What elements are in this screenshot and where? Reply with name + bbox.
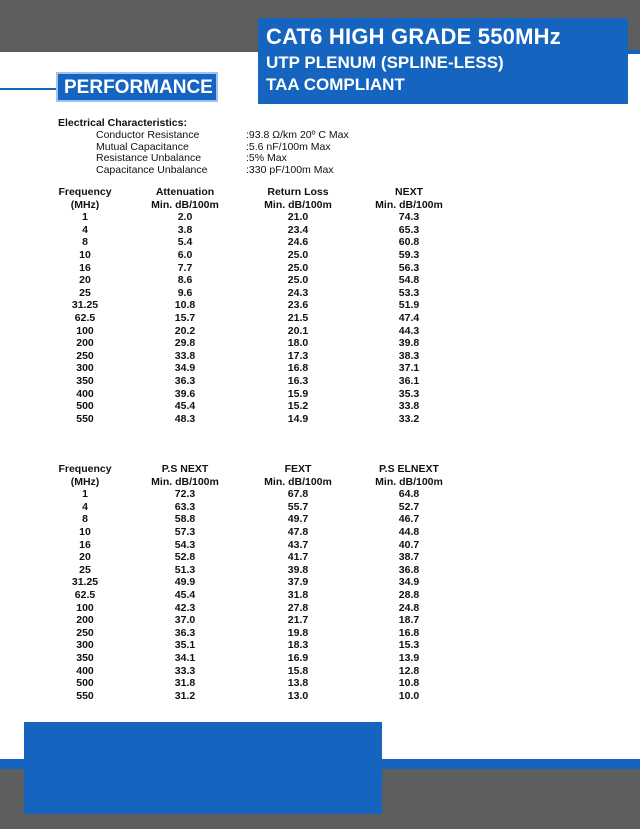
table-row — [40, 400, 600, 413]
frequency-cell: 500 — [76, 677, 94, 690]
electrical-label: Conductor Resistance — [96, 129, 200, 141]
electrical-value: :5% Max — [246, 152, 287, 164]
value-cell: 10.8 — [398, 677, 420, 690]
value-cell: 8.6 — [177, 274, 193, 287]
value-cell: 74.3 — [398, 211, 420, 224]
frequency-cell: 1 — [82, 488, 88, 501]
frequency-cell: 20 — [79, 274, 91, 287]
value-cell: 36.8 — [398, 563, 420, 576]
table-row — [40, 413, 600, 426]
value-cell: 31.2 — [174, 689, 196, 702]
value-cell: 72.3 — [174, 488, 196, 501]
table-row — [40, 639, 600, 652]
value-cell: 36.1 — [398, 374, 420, 387]
column-header: Attenuation — [155, 186, 215, 198]
product-subtitle: UTP PLENUM (SPLINE-LESS) — [266, 53, 504, 72]
column-unit: Min. dB/100m — [264, 475, 332, 488]
value-cell: 12.8 — [398, 664, 420, 677]
value-cell: 52.7 — [398, 500, 420, 513]
electrical-row — [58, 140, 331, 153]
section-rule — [0, 88, 60, 90]
value-cell: 27.8 — [287, 601, 309, 614]
table-row — [40, 551, 600, 564]
column-header: P.S ELNEXT — [379, 463, 439, 475]
frequency-cell: 300 — [76, 639, 94, 652]
column-header: Return Loss — [267, 186, 329, 198]
frequency-cell: 25 — [79, 563, 91, 576]
table-row — [40, 287, 600, 300]
value-cell: 13.0 — [287, 689, 309, 702]
table-row — [40, 249, 600, 262]
value-cell: 38.7 — [398, 551, 420, 564]
frequency-cell: 31.25 — [71, 576, 99, 589]
frequency-cell: 250 — [76, 349, 94, 362]
table-row — [40, 526, 600, 539]
frequency-cell: 16 — [79, 538, 91, 551]
value-cell: 47.8 — [287, 525, 309, 538]
table-subheader-row — [40, 476, 600, 489]
value-cell: 33.2 — [398, 412, 420, 425]
electrical-characteristics — [58, 117, 349, 176]
electrical-label: Resistance Unbalance — [96, 152, 202, 164]
value-cell: 44.3 — [398, 324, 420, 337]
table-row — [40, 539, 600, 552]
value-cell: 28.8 — [398, 588, 420, 601]
product-title: CAT6 HIGH GRADE 550MHz — [266, 24, 561, 49]
column-header: FEXT — [284, 463, 312, 475]
value-cell: 41.7 — [287, 551, 309, 564]
frequency-cell: 4 — [82, 500, 88, 513]
table-row — [40, 576, 600, 589]
section-heading: PERFORMANCE — [64, 77, 213, 98]
value-cell: 24.8 — [398, 601, 420, 614]
value-cell: 14.9 — [287, 412, 309, 425]
value-cell: 33.3 — [174, 664, 196, 677]
value-cell: 16.8 — [398, 626, 420, 639]
value-cell: 13.9 — [398, 651, 420, 664]
value-cell: 59.3 — [398, 248, 420, 261]
value-cell: 9.6 — [177, 286, 193, 299]
table-row — [40, 362, 600, 375]
value-cell: 23.6 — [287, 299, 309, 312]
value-cell: 15.2 — [287, 400, 309, 413]
value-cell: 51.9 — [398, 299, 420, 312]
value-cell: 21.5 — [287, 311, 309, 324]
value-cell: 15.3 — [398, 639, 420, 652]
frequency-cell: 100 — [76, 324, 94, 337]
frequency-cell: 550 — [76, 412, 94, 425]
value-cell: 7.7 — [177, 261, 193, 274]
value-cell: 46.7 — [398, 513, 420, 526]
value-cell: 39.8 — [398, 337, 420, 350]
frequency-cell: 500 — [76, 400, 94, 413]
value-cell: 47.4 — [398, 311, 420, 324]
table-row — [40, 262, 600, 275]
column-header: Frequency — [58, 186, 112, 198]
value-cell: 21.0 — [287, 211, 309, 224]
electrical-row — [58, 129, 349, 141]
frequency-cell: 31.25 — [71, 299, 99, 312]
value-cell: 13.8 — [287, 677, 309, 690]
electrical-value: :93.8 Ω/km 20º C Max — [246, 129, 349, 141]
value-cell: 25.0 — [287, 274, 309, 287]
value-cell: 52.8 — [174, 551, 196, 564]
table-row — [40, 564, 600, 577]
value-cell: 25.0 — [287, 248, 309, 261]
table-row — [40, 274, 600, 287]
electrical-label: Capacitance Unbalance — [96, 163, 208, 176]
value-cell: 20.2 — [174, 324, 196, 337]
value-cell: 63.3 — [174, 500, 196, 513]
electrical-row — [58, 152, 287, 164]
value-cell: 17.3 — [287, 349, 309, 362]
column-header: P.S NEXT — [161, 463, 209, 475]
table-row — [40, 224, 600, 237]
column-unit: (MHz) — [70, 475, 100, 488]
table-row — [40, 337, 600, 350]
value-cell: 16.3 — [287, 374, 309, 387]
value-cell: 31.8 — [174, 677, 196, 690]
value-cell: 20.1 — [287, 324, 309, 337]
table-row — [40, 312, 600, 325]
value-cell: 60.8 — [398, 236, 420, 249]
frequency-cell: 350 — [76, 374, 94, 387]
performance-table-1 — [40, 186, 600, 425]
frequency-cell: 10 — [79, 525, 91, 538]
value-cell: 37.0 — [174, 614, 196, 627]
value-cell: 33.8 — [398, 400, 420, 413]
electrical-row — [58, 163, 334, 176]
value-cell: 10.8 — [174, 299, 196, 312]
value-cell: 34.9 — [398, 576, 420, 589]
column-header: Frequency — [58, 463, 112, 475]
value-cell: 19.8 — [287, 626, 309, 639]
value-cell: 5.4 — [177, 236, 193, 249]
value-cell: 16.8 — [287, 362, 309, 375]
column-unit: Min. dB/100m — [375, 198, 443, 211]
frequency-cell: 4 — [82, 223, 88, 236]
column-unit: Min. dB/100m — [151, 198, 219, 211]
value-cell: 39.6 — [174, 387, 196, 400]
value-cell: 10.0 — [398, 689, 420, 702]
value-cell: 39.8 — [287, 563, 309, 576]
footer-blue-panel-front — [24, 722, 382, 814]
electrical-heading: Electrical Characteristics: — [58, 117, 187, 129]
frequency-cell: 62.5 — [74, 311, 96, 324]
table-row — [40, 614, 600, 627]
table-row — [40, 513, 600, 526]
table-row — [40, 677, 600, 690]
value-cell: 24.3 — [287, 286, 309, 299]
value-cell: 53.3 — [398, 286, 420, 299]
frequency-cell: 25 — [79, 286, 91, 299]
value-cell: 56.3 — [398, 261, 420, 274]
performance-table-2 — [40, 463, 600, 702]
value-cell: 57.3 — [174, 525, 196, 538]
value-cell: 44.8 — [398, 525, 420, 538]
value-cell: 65.3 — [398, 223, 420, 236]
frequency-cell: 62.5 — [74, 588, 96, 601]
table-row — [40, 325, 600, 338]
table-row — [40, 236, 600, 249]
table-row — [40, 627, 600, 640]
table-row — [40, 690, 600, 703]
frequency-cell: 200 — [76, 614, 94, 627]
value-cell: 16.9 — [287, 651, 309, 664]
value-cell: 3.8 — [177, 223, 193, 236]
value-cell: 29.8 — [174, 337, 196, 350]
frequency-cell: 100 — [76, 601, 94, 614]
column-unit: Min. dB/100m — [375, 475, 443, 488]
compliance-label: TAA COMPLIANT — [266, 75, 405, 94]
frequency-cell: 1 — [82, 211, 88, 224]
table-row — [40, 602, 600, 615]
table-row — [40, 299, 600, 312]
table-row — [40, 501, 600, 514]
table-header-row — [40, 186, 600, 199]
value-cell: 35.3 — [398, 387, 420, 400]
value-cell: 35.1 — [174, 639, 196, 652]
value-cell: 54.8 — [398, 274, 420, 287]
column-header: NEXT — [394, 186, 423, 198]
value-cell: 45.4 — [174, 400, 196, 413]
electrical-value: :330 pF/100m Max — [246, 163, 334, 176]
value-cell: 38.3 — [398, 349, 420, 362]
value-cell: 31.8 — [287, 588, 309, 601]
electrical-value: :5.6 nF/100m Max — [246, 140, 331, 153]
electrical-label: Mutual Capacitance — [96, 140, 189, 153]
value-cell: 67.8 — [287, 488, 309, 501]
value-cell: 42.3 — [174, 601, 196, 614]
value-cell: 18.7 — [398, 614, 420, 627]
frequency-cell: 350 — [76, 651, 94, 664]
value-cell: 21.7 — [287, 614, 309, 627]
value-cell: 58.8 — [174, 513, 196, 526]
value-cell: 36.3 — [174, 374, 196, 387]
frequency-cell: 550 — [76, 689, 94, 702]
value-cell: 36.3 — [174, 626, 196, 639]
value-cell: 51.3 — [174, 563, 196, 576]
value-cell: 34.9 — [174, 362, 196, 375]
column-unit: Min. dB/100m — [264, 198, 332, 211]
frequency-cell: 300 — [76, 362, 94, 375]
frequency-cell: 8 — [82, 236, 88, 249]
value-cell: 6.0 — [177, 248, 193, 261]
frequency-cell: 200 — [76, 337, 94, 350]
value-cell: 43.7 — [287, 538, 309, 551]
value-cell: 24.6 — [287, 236, 309, 249]
frequency-cell: 250 — [76, 626, 94, 639]
value-cell: 15.8 — [287, 664, 309, 677]
value-cell: 15.7 — [174, 311, 196, 324]
value-cell: 25.0 — [287, 261, 309, 274]
table-subheader-row — [40, 199, 600, 212]
value-cell: 15.9 — [287, 387, 309, 400]
value-cell: 45.4 — [174, 588, 196, 601]
section-heading-box — [56, 72, 218, 102]
title-block — [258, 18, 628, 104]
table-row — [40, 488, 600, 501]
table-row — [40, 350, 600, 363]
value-cell: 37.9 — [287, 576, 309, 589]
value-cell: 48.3 — [174, 412, 196, 425]
frequency-cell: 400 — [76, 387, 94, 400]
table-header-row — [40, 463, 600, 476]
table-row — [40, 211, 600, 224]
value-cell: 34.1 — [174, 651, 196, 664]
value-cell: 64.8 — [398, 488, 420, 501]
value-cell: 54.3 — [174, 538, 196, 551]
value-cell: 18.0 — [287, 337, 309, 350]
column-unit: (MHz) — [70, 198, 100, 211]
value-cell: 37.1 — [398, 362, 420, 375]
table-row — [40, 665, 600, 678]
frequency-cell: 10 — [79, 248, 91, 261]
frequency-cell: 16 — [79, 261, 91, 274]
value-cell: 49.9 — [174, 576, 196, 589]
value-cell: 40.7 — [398, 538, 420, 551]
value-cell: 2.0 — [177, 211, 193, 224]
table-row — [40, 388, 600, 401]
table-row — [40, 652, 600, 665]
value-cell: 23.4 — [287, 223, 309, 236]
frequency-cell: 8 — [82, 513, 88, 526]
value-cell: 55.7 — [287, 500, 309, 513]
frequency-cell: 20 — [79, 551, 91, 564]
value-cell: 33.8 — [174, 349, 196, 362]
value-cell: 49.7 — [287, 513, 309, 526]
value-cell: 18.3 — [287, 639, 309, 652]
frequency-cell: 400 — [76, 664, 94, 677]
column-unit: Min. dB/100m — [151, 475, 219, 488]
table-row — [40, 375, 600, 388]
table-row — [40, 589, 600, 602]
